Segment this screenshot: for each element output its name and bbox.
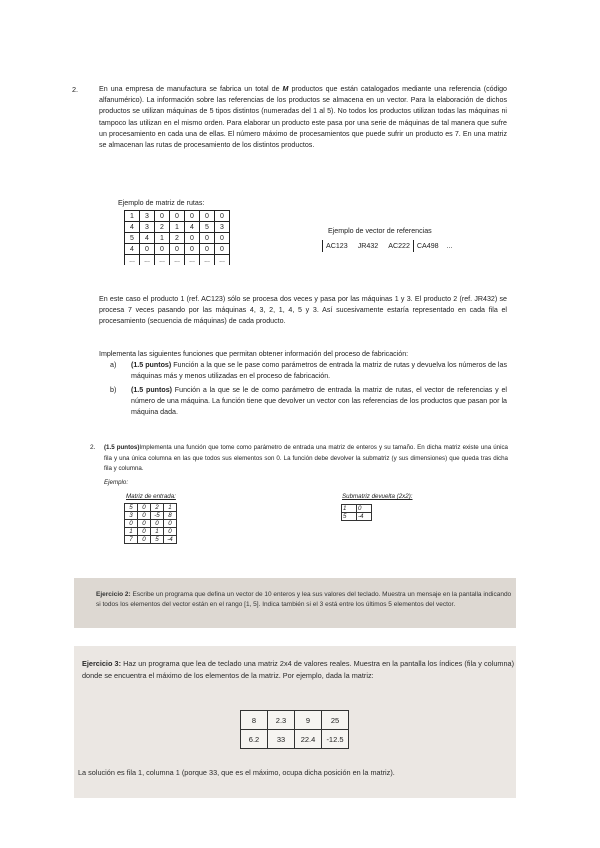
matrix-cell: 4 <box>140 233 155 244</box>
q1-intro: En una empresa de manufactura se fabrica un total de M productos que están catalogados mediante una referencia (código alfanumérico). La información sobre las referencias de los productos se almacena en un vector. Para la elaboración de dichos productos se utilizan máquinas de 5 tipos distintos (numeradas del 1 al 5). No todos los productos utilizan todas las máquinas ni tampoco las utilizan en el mismo orden. Para elaborar un producto este pasa por una serie de máquinas de tal manera que sufre un procesamiento en cada una de ellas. El número máximo de procesamientos que puede sufrir un producto es 7. En una matriz se almacenan las rutas de procesamiento de los distintos productos. <box>99 85 507 150</box>
matrix-cell: 0 <box>170 244 185 255</box>
matrix-cell: ... <box>140 255 155 266</box>
matrix-row <box>241 730 349 749</box>
q2-output-label: Submatriz devuelta (2x2): <box>342 493 413 500</box>
q2-input-label: Matriz de entrada: <box>126 493 176 500</box>
matrix-row <box>125 211 230 222</box>
matrix-cell: ... <box>125 255 140 266</box>
matrix-cell: 5 <box>342 513 357 521</box>
q1-number: 2. <box>72 85 79 94</box>
ex3-text: Ejercicio 3: Haz un programa que lea de teclado una matriz 2x4 de valores reales. Muestra en la pantalla los índices (fila y columna) donde se encuentra el máximo de los elementos de la matriz. Por ejemplo, dada la matriz: <box>82 659 515 680</box>
matrix-cell: 0 <box>138 512 151 520</box>
matrix-cell: 0 <box>200 244 215 255</box>
vector-item: JR432 <box>357 242 379 250</box>
matrix-cell: 3 <box>215 222 230 233</box>
matrix-cell: 1 <box>125 211 140 222</box>
matrix-cell: 0 <box>185 211 200 222</box>
matrix-cell: 25 <box>322 711 349 730</box>
matrix-row <box>125 244 230 255</box>
q1-implement: Implementa las siguientes funciones que permitan obtener información del proceso de fabricación: <box>99 350 409 358</box>
matrix-cell: 4 <box>125 244 140 255</box>
matrix-cell: 22.4 <box>295 730 322 749</box>
q2-text: (1.5 puntos)Implementa una función que tome como parámetro de entrada una matriz de enteros y su tamaño. En dicha matriz existe una única fila y una única columna en las que todos sus elementos son 0. La función debe devolver la submatriz (y sus dimensiones) que queda tras dicha fila y columna. <box>104 444 509 472</box>
matrix-row <box>125 536 177 544</box>
matrix-cell: 0 <box>151 520 164 528</box>
matrix-cell: 0 <box>155 244 170 255</box>
matrix-cell: 1 <box>125 528 138 536</box>
item-a-label: a) <box>110 361 117 369</box>
matrix-cell: 0 <box>125 520 138 528</box>
vector-item: AC222 <box>388 242 410 250</box>
matrix-cell: 0 <box>138 520 151 528</box>
matrix-cell: 3 <box>125 512 138 520</box>
q1-matrix-title: Ejemplo de matriz de rutas: <box>118 199 205 207</box>
matrix-cell: 0 <box>138 528 151 536</box>
matrix-cell: 2 <box>151 504 164 512</box>
q1-vector-title: Ejemplo de vector de referencias <box>328 227 432 235</box>
matrix-cell: 8 <box>241 711 268 730</box>
matrix-cell: 7 <box>125 536 138 544</box>
matrix-cell: ... <box>215 255 230 266</box>
q1-explain: En este caso el producto 1 (ref. AC123) sólo se procesa dos veces y pasa por las máquinas 1 y 3. El producto 2 (ref. JR432) se procesa 7 veces pasando por las máquinas 4, 3, 2, 1, 4, 5 y 3. Así sucesivamente estaría representado en cada fila el procesamiento (secuencia de máquinas) de cada producto. <box>99 295 507 326</box>
matrix-row <box>125 233 230 244</box>
matrix-cell: 3 <box>140 222 155 233</box>
matrix-cell: 0 <box>200 233 215 244</box>
matrix-row <box>125 222 230 233</box>
matrix-cell: ... <box>200 255 215 266</box>
matrix-cell: 0 <box>138 504 151 512</box>
matrix-cell: -5 <box>151 512 164 520</box>
vector-item: AC123 <box>326 242 348 250</box>
matrix-cell: 2 <box>170 233 185 244</box>
matrix-cell: 5 <box>125 504 138 512</box>
matrix-cell: 33 <box>268 730 295 749</box>
matrix-cell: 5 <box>151 536 164 544</box>
matrix-row <box>125 255 230 266</box>
matrix-cell: 0 <box>155 211 170 222</box>
matrix-cell: 0 <box>140 244 155 255</box>
matrix-row <box>342 505 372 513</box>
item-b-text: (1.5 puntos) Función a la que se le de como parámetro de entrada la matriz de rutas, el vector de referencias y el número de una máquina. La función tiene que devolver un vector con las referencias de los productos que pasan por la máquina dada. <box>131 386 507 417</box>
vector-item: ... <box>446 242 453 250</box>
matrix-cell: 1 <box>342 505 357 513</box>
item-a-text: (1.5 puntos) Función a la que se le pase como parámetros de entrada la matriz de rutas y devuelva los números de las máquinas más y menos utilizadas en el proceso de fabricación. <box>131 361 507 381</box>
matrix-cell: ... <box>185 255 200 266</box>
q2-example-label: Ejemplo: <box>104 479 129 486</box>
matrix-cell: 0 <box>215 233 230 244</box>
matrix-cell: 8 <box>164 512 177 520</box>
q2-input-matrix <box>124 503 177 544</box>
matrix-cell: 0 <box>164 528 177 536</box>
matrix-row <box>125 520 177 528</box>
matrix-cell: 1 <box>151 528 164 536</box>
matrix-cell: 6.2 <box>241 730 268 749</box>
matrix-row <box>241 711 349 730</box>
matrix-cell: 1 <box>155 233 170 244</box>
matrix-cell: 9 <box>295 711 322 730</box>
matrix-cell: 5 <box>125 233 140 244</box>
q2-number: 2. <box>90 444 96 451</box>
matrix-cell: 4 <box>125 222 140 233</box>
matrix-cell: 3 <box>140 211 155 222</box>
matrix-cell: ... <box>170 255 185 266</box>
matrix-cell: 0 <box>185 233 200 244</box>
matrix-cell: 1 <box>164 504 177 512</box>
routes-matrix <box>124 210 230 265</box>
matrix-cell: 2 <box>155 222 170 233</box>
matrix-cell: 0 <box>200 211 215 222</box>
matrix-cell: 0 <box>215 244 230 255</box>
matrix-cell: ... <box>155 255 170 266</box>
matrix-cell: 5 <box>200 222 215 233</box>
matrix-cell: 0 <box>138 536 151 544</box>
matrix-cell: 0 <box>215 211 230 222</box>
ex2-text: Ejercicio 2: Escribe un programa que defina un vector de 10 enteros y lea sus valores del teclado. Muestra un mensaje en la pantalla indicando si todos los elementos del vector están en el rango [1, 5]. Indica también si el 3 está entre los últimos 5 elementos del vector. <box>96 591 512 608</box>
matrix-cell: -4 <box>164 536 177 544</box>
matrix-cell: 0 <box>357 505 372 513</box>
matrix-row <box>125 528 177 536</box>
ex3-solution: La solución es fila 1, columna 1 (porque 33, que es el máximo, ocupa dicha posición en la matriz). <box>78 768 395 777</box>
matrix-cell: 0 <box>164 520 177 528</box>
matrix-row <box>125 504 177 512</box>
matrix-cell: 1 <box>170 222 185 233</box>
references-vector <box>322 240 453 252</box>
vector-item: CA498 <box>416 242 439 250</box>
q2-output-matrix <box>341 504 372 521</box>
matrix-row <box>342 513 372 521</box>
matrix-cell: -12.5 <box>322 730 349 749</box>
matrix-cell: -4 <box>357 513 372 521</box>
item-b-label: b) <box>110 386 117 394</box>
matrix-cell: 0 <box>170 211 185 222</box>
ex3-matrix <box>240 710 349 749</box>
matrix-cell: 4 <box>185 222 200 233</box>
matrix-row <box>125 512 177 520</box>
matrix-cell: 0 <box>185 244 200 255</box>
matrix-cell: 2.3 <box>268 711 295 730</box>
